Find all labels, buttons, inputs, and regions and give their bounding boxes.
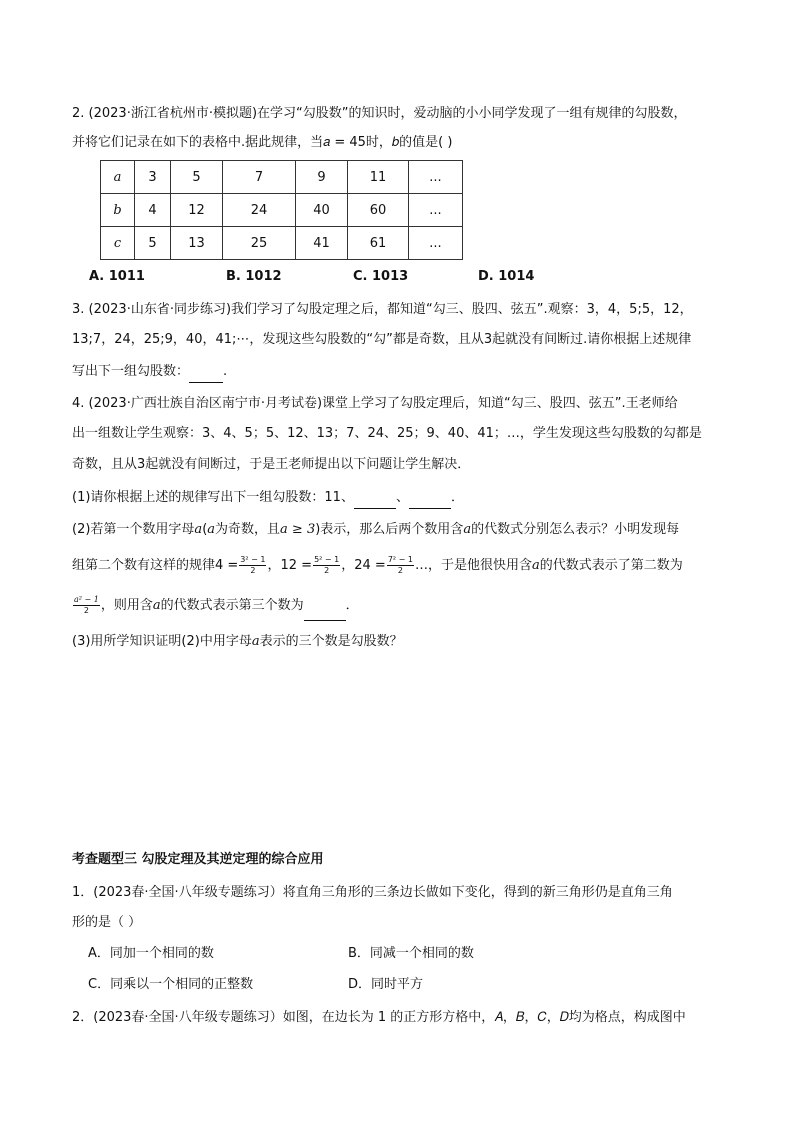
q4-part-3-text: (3)用所学知识证明(2)中用字母 <box>72 634 252 649</box>
var-a: 𝑎 <box>463 522 472 537</box>
answer-blank[interactable] <box>189 362 223 383</box>
table-cell: 40 <box>296 194 348 227</box>
var-a: 𝑎 <box>251 634 260 649</box>
var-a: 𝑎 <box>152 598 161 613</box>
table-cell: 4 <box>135 194 171 227</box>
q4-part-3-text: 表示的三个数是勾股数？ <box>259 634 403 649</box>
q3-line-3 <box>72 362 227 383</box>
table-cell: 5 <box>171 161 223 194</box>
q4-part-2-text: (2)若第一个数用字母 <box>72 522 195 537</box>
q4-part-2-line-1 <box>72 520 679 540</box>
var-a: 𝑎 <box>532 558 540 573</box>
fraction <box>313 555 340 576</box>
fraction-numerator: a² − 1 <box>74 595 99 604</box>
fraction-denominator: 2 <box>83 606 89 615</box>
q4-line-3: 奇数，且从3起就没有间断过，于是王老师提出以下问题让学生解决． <box>72 457 471 472</box>
table-cell: 24 <box>223 194 296 227</box>
table-cell: 3 <box>135 161 171 194</box>
table-cell: 5 <box>135 227 171 260</box>
choice-a[interactable]: A．同加一个相同的数 <box>88 946 214 961</box>
q3-line-2: 13;7，24，25;9，40，41;⋯，发现这些勾股数的“勾”都是奇数，且从3起就没有间断过.请你根据上述规律 <box>72 332 692 347</box>
s3-q1-line-2: 形的是（ ） <box>72 915 142 930</box>
table-row <box>101 194 463 227</box>
var-a: 𝑎 <box>207 522 216 537</box>
table-cell: ... <box>409 161 463 194</box>
q4-part-2-text: …，于是他很快用含 <box>415 558 533 573</box>
table-row <box>101 227 463 260</box>
table-cell: a <box>101 161 135 194</box>
answer-blank[interactable] <box>354 488 396 509</box>
option-b[interactable]: B. 1012 <box>226 269 282 284</box>
q4-line-1: 4. (2023·广西壮族自治区南宁市·月考试卷)课堂上学习了勾股定理后，知道“勾三、股四、弦五”.王老师给 <box>72 396 678 411</box>
fraction-numerator: 5² − 1 <box>314 555 340 564</box>
table-cell: ... <box>409 194 463 227</box>
section-title: 考查题型三 勾股定理及其逆定理的综合应用 <box>72 852 324 867</box>
s3-q2-line-1: 2．(2023春·全国·八年级专题练习）如图，在边长为 1 的正方形方格中，𝐴，𝐵，𝐶，𝐷均为格点，构成图中 <box>72 1010 686 1025</box>
q4-part-2-text: ( <box>202 522 208 537</box>
q4-part-2-line-2 <box>72 552 683 580</box>
q4-part-2-text: 的代数式表示了第二数为 <box>539 558 683 573</box>
table-cell: 41 <box>296 227 348 260</box>
answer-blank[interactable] <box>304 592 346 621</box>
q4-part-2-line-3 <box>72 592 359 621</box>
table-cell: c <box>101 227 135 260</box>
table-cell: b <box>101 194 135 227</box>
fraction-denominator: 2 <box>324 566 330 575</box>
q2-line-1: 2. (2023·浙江省杭州市·模拟题)在学习“勾股数”的知识时，爱动脑的小小同学发现了一组有规律的勾股数， <box>72 106 687 121</box>
q4-part-2-text: ，24 = <box>341 558 386 573</box>
condition-expr: 𝑎 ≥ 3 <box>280 522 316 537</box>
choice-c[interactable]: C．同乘以一个相同的正整数 <box>88 977 254 992</box>
table-cell: 60 <box>348 194 409 227</box>
option-a[interactable]: A. 1011 <box>89 269 145 284</box>
q3-line-3-end: . <box>223 364 228 379</box>
table-cell: 7 <box>223 161 296 194</box>
q4-part-2-text: ，则用含 <box>100 598 153 613</box>
q4-part-2-text: )表示，那么后两个数用含 <box>315 522 464 537</box>
fraction <box>239 555 266 576</box>
fraction <box>73 595 100 616</box>
option-c[interactable]: C. 1013 <box>353 269 409 284</box>
choice-d[interactable]: D．同时平方 <box>348 977 424 992</box>
q4-line-2: 出一组数让学生观察：3、4、5；5、12、13；7、24、25；9、40、41；…，学生发现这些勾股数的勾都是 <box>72 426 702 441</box>
fraction-denominator: 2 <box>397 566 403 575</box>
pythagorean-table <box>100 160 463 260</box>
q4-part-3 <box>72 632 403 652</box>
q4-part-2-end: ． <box>345 598 359 613</box>
table-cell: 61 <box>348 227 409 260</box>
fraction-denominator: 2 <box>250 566 256 575</box>
table-cell: ... <box>409 227 463 260</box>
q4-part-2-text: 的代数式分别怎么表示？小明发现每 <box>471 522 680 537</box>
q2-options <box>0 269 794 289</box>
q4-part-1 <box>72 488 464 509</box>
answer-blank[interactable] <box>409 488 451 509</box>
q2-line-2: 并将它们记录在如下的表格中.据此规律，当𝑎 = 45时，𝑏的值是( ) <box>72 135 453 150</box>
fraction-numerator: 7² − 1 <box>387 555 414 564</box>
table-row <box>101 161 463 194</box>
q4-part-2-text: 为奇数，且 <box>215 522 281 537</box>
table-cell: 12 <box>171 194 223 227</box>
q4-part-2-text: ，12 = <box>267 558 313 573</box>
q4-part-2-text: 的代数式表示第三个数为 <box>160 598 304 613</box>
option-d[interactable]: D. 1014 <box>478 269 535 284</box>
q3-line-3-text: 写出下一组勾股数： <box>72 364 190 379</box>
fraction-numerator: 3² − 1 <box>240 555 266 564</box>
q4-part-1-sep: 、 <box>395 490 409 505</box>
choice-b[interactable]: B．同减一个相同的数 <box>348 946 474 961</box>
table-cell: 25 <box>223 227 296 260</box>
table-cell: 9 <box>296 161 348 194</box>
s3-q1-line-1: 1．(2023春·全国·八年级专题练习）将直角三角形的三条边长做如下变化，得到的新三角形仍是直角三角 <box>72 885 673 900</box>
q4-part-1-text: (1)请你根据上述的规律写出下一组勾股数：11、 <box>72 490 354 505</box>
q4-part-2-text: 组第二个数有这样的规律4 = <box>72 558 239 573</box>
var-a: 𝑎 <box>194 522 203 537</box>
q4-part-1-end: ． <box>450 490 464 505</box>
fraction <box>387 555 414 576</box>
table-cell: 11 <box>348 161 409 194</box>
q3-line-1: 3. (2023·山东省·同步练习)我们学习了勾股定理之后，都知道“勾三、股四、弦五”.观察：3，4，5;5，12， <box>72 302 693 317</box>
table-cell: 13 <box>171 227 223 260</box>
